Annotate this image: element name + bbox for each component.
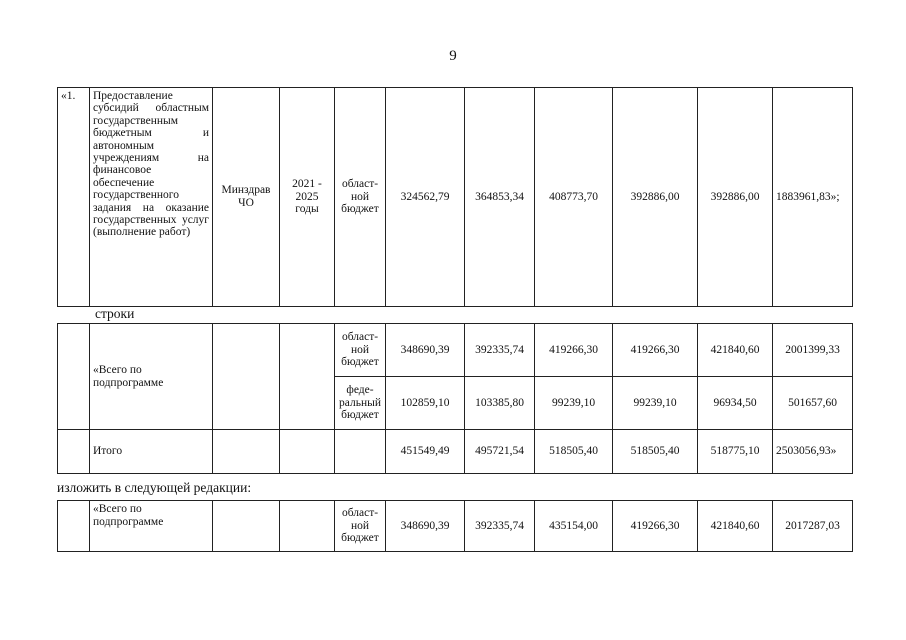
value-cell-total: 2017287,03 xyxy=(773,501,853,552)
item-executor: Минздрав ЧО xyxy=(213,88,280,307)
item-number: «1. xyxy=(58,88,90,307)
item-description: Предоставление субсидий областным государственным бюджетным и автономным учреждениям на финансовое обеспечение государственного задания на оказание государственных услуг (выполнение работ) xyxy=(90,88,213,307)
total-label: Итого xyxy=(90,430,213,474)
empty-cell xyxy=(58,430,90,474)
subprogram-label: «Всего по подпрограмме xyxy=(90,501,213,552)
value-cell: 518775,10 xyxy=(698,430,773,474)
empty-cell xyxy=(280,324,335,430)
value-cell: 99239,10 xyxy=(613,377,698,430)
caption-new-edition: изложить в следующей редакции: xyxy=(57,480,252,495)
table-row-total xyxy=(58,430,853,474)
value-cell: 408773,70 xyxy=(535,88,613,307)
table-row xyxy=(58,88,853,307)
value-cell: 364853,34 xyxy=(465,88,535,307)
value-cell: 392335,74 xyxy=(465,324,535,377)
value-cell: 392886,00 xyxy=(698,88,773,307)
empty-cell xyxy=(280,430,335,474)
value-cell: 324562,79 xyxy=(386,88,465,307)
value-cell: 96934,50 xyxy=(698,377,773,430)
value-cell: 451549,49 xyxy=(386,430,465,474)
value-cell: 348690,39 xyxy=(386,501,465,552)
value-cell: 435154,00 xyxy=(535,501,613,552)
value-cell: 495721,54 xyxy=(465,430,535,474)
funding-source: феде-ральный бюджет xyxy=(335,377,386,430)
caption-rows: строки xyxy=(95,306,135,321)
empty-cell xyxy=(335,430,386,474)
empty-cell xyxy=(213,501,280,552)
table-row xyxy=(58,501,853,552)
program-item-table xyxy=(57,87,853,307)
empty-cell xyxy=(213,324,280,430)
value-cell: 348690,39 xyxy=(386,324,465,377)
value-cell: 102859,10 xyxy=(386,377,465,430)
value-cell-total: 1883961,83»; xyxy=(773,88,853,307)
value-cell: 99239,10 xyxy=(535,377,613,430)
value-cell: 392886,00 xyxy=(613,88,698,307)
funding-source: област-ной бюджет xyxy=(335,501,386,552)
empty-cell xyxy=(280,501,335,552)
value-cell-total: 501657,60 xyxy=(773,377,853,430)
value-cell: 421840,60 xyxy=(698,324,773,377)
item-funding-source: област-ной бюджет xyxy=(335,88,386,307)
value-cell: 419266,30 xyxy=(613,324,698,377)
value-cell: 518505,40 xyxy=(535,430,613,474)
funding-source: област-ной бюджет xyxy=(335,324,386,377)
table-row xyxy=(58,324,853,377)
value-cell-total: 2001399,33 xyxy=(773,324,853,377)
value-cell: 419266,30 xyxy=(613,501,698,552)
subprogram-label: «Всего по подпрограмме xyxy=(90,324,213,430)
value-cell: 518505,40 xyxy=(613,430,698,474)
value-cell: 392335,74 xyxy=(465,501,535,552)
value-cell-total: 2503056,93» xyxy=(773,430,853,474)
subprogram-totals-table xyxy=(57,323,853,474)
new-edition-table xyxy=(57,500,853,552)
value-cell: 421840,60 xyxy=(698,501,773,552)
empty-cell xyxy=(58,324,90,430)
empty-cell xyxy=(58,501,90,552)
value-cell: 103385,80 xyxy=(465,377,535,430)
item-period: 2021 - 2025 годы xyxy=(280,88,335,307)
empty-cell xyxy=(213,430,280,474)
page-number: 9 xyxy=(449,48,457,64)
value-cell: 419266,30 xyxy=(535,324,613,377)
